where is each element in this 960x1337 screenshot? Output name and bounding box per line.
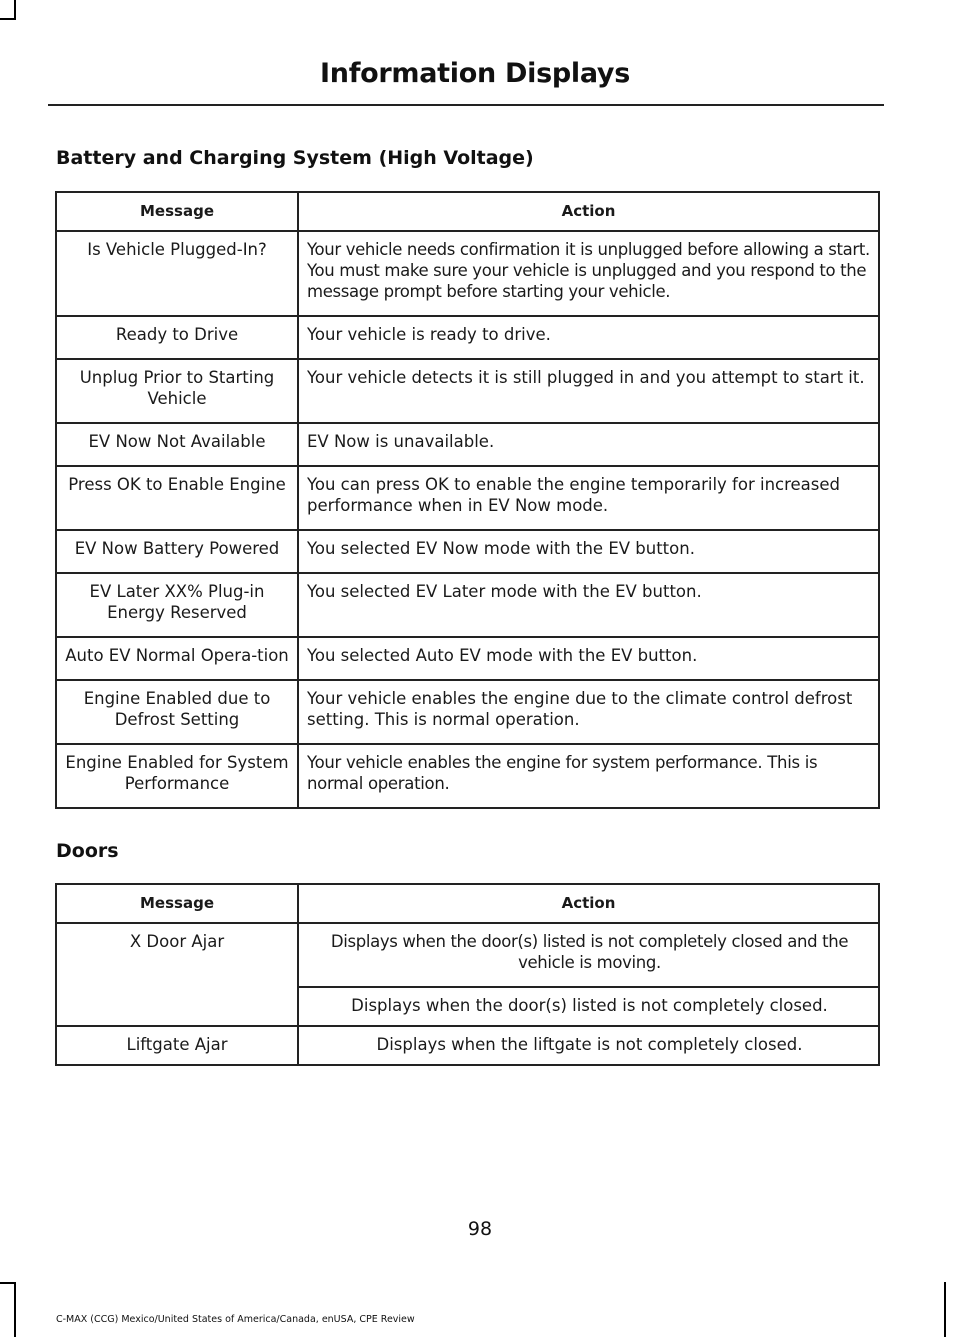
table-row [56, 466, 879, 530]
crop-mark-top-left [14, 0, 16, 18]
action-cell: Your vehicle enables the engine due to the climate control defrost setting. This is normal operation. [298, 680, 879, 744]
page-number: 98 [467, 1218, 493, 1240]
column-header-message: Message [56, 192, 298, 231]
message-cell: EV Now Not Available [56, 423, 298, 466]
table-row [56, 316, 879, 359]
action-cell: You selected EV Later mode with the EV button. [298, 573, 879, 637]
action-cell: Your vehicle detects it is still plugged in and you attempt to start it. [298, 359, 879, 423]
action-cell: Your vehicle enables the engine for system performance. This is normal operation. [298, 744, 879, 808]
message-cell: Liftgate Ajar [56, 1026, 298, 1065]
message-cell: Engine Enabled due to Defrost Setting [56, 680, 298, 744]
table-row [56, 923, 879, 987]
message-cell: Auto EV Normal Opera-tion [56, 637, 298, 680]
message-cell: Engine Enabled for System Performance [56, 744, 298, 808]
crop-mark-top-left-h [0, 18, 16, 20]
table-header-row [56, 192, 879, 231]
table-header-row [56, 884, 879, 923]
message-cell: Ready to Drive [56, 316, 298, 359]
table-row [56, 231, 879, 316]
table-row [56, 637, 879, 680]
crop-mark-bottom-left [14, 1282, 16, 1337]
column-header-action: Action [298, 192, 879, 231]
message-cell: Press OK to Enable Engine [56, 466, 298, 530]
crop-mark-bottom-left-h [0, 1282, 16, 1284]
battery-section-title: Battery and Charging System (High Voltage) [56, 147, 534, 169]
column-header-action: Action [298, 884, 879, 923]
table-row [56, 1026, 879, 1065]
table-row [56, 680, 879, 744]
table-row [56, 423, 879, 466]
action-cell: Displays when the door(s) listed is not completely closed. [298, 987, 879, 1026]
action-cell: Displays when the door(s) listed is not completely closed and the vehicle is moving. [298, 923, 879, 987]
message-cell: EV Later XX% Plug-in Energy Reserved [56, 573, 298, 637]
doors-message-table [55, 883, 880, 1066]
action-cell: Your vehicle is ready to drive. [298, 316, 879, 359]
table-row [56, 359, 879, 423]
column-header-message: Message [56, 884, 298, 923]
table-row [56, 530, 879, 573]
document-footer: C-MAX (CCG) Mexico/United States of America/Canada, enUSA, CPE Review [56, 1314, 415, 1325]
table-row [56, 573, 879, 637]
action-cell: Your vehicle needs confirmation it is unplugged before allowing a start. You must make sure your vehicle is unplugged and you respond to the message prompt before starting your vehicle. [298, 231, 879, 316]
crop-mark-bottom-right [944, 1282, 946, 1337]
page-header-title: Information Displays [320, 58, 630, 89]
action-cell: You selected EV Now mode with the EV button. [298, 530, 879, 573]
message-cell: EV Now Battery Powered [56, 530, 298, 573]
action-cell: EV Now is unavailable. [298, 423, 879, 466]
table-row [56, 744, 879, 808]
action-cell: Displays when the liftgate is not completely closed. [298, 1026, 879, 1065]
header-divider [48, 104, 884, 106]
message-cell: Is Vehicle Plugged-In? [56, 231, 298, 316]
doors-section-title: Doors [56, 840, 119, 862]
action-cell: You can press OK to enable the engine temporarily for increased performance when in EV Now mode. [298, 466, 879, 530]
action-cell: You selected Auto EV mode with the EV button. [298, 637, 879, 680]
message-cell: X Door Ajar [56, 923, 298, 1026]
message-cell: Unplug Prior to Starting Vehicle [56, 359, 298, 423]
battery-message-table [55, 191, 880, 809]
